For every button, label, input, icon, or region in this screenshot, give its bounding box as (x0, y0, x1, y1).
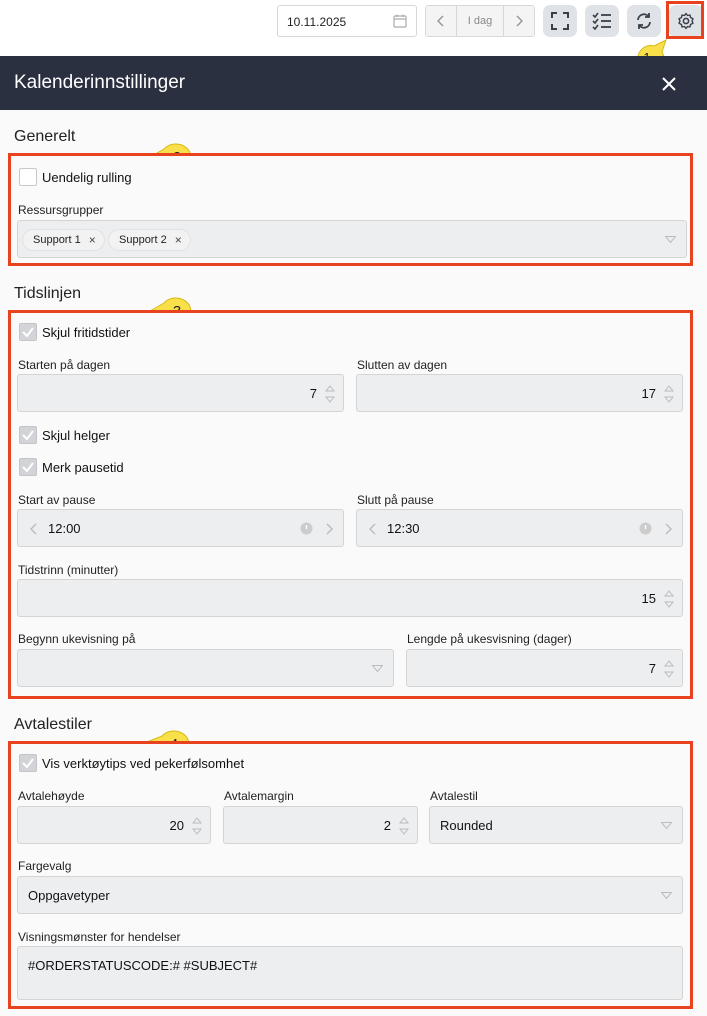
chevron-down-icon[interactable] (372, 665, 383, 672)
appointment-height-value: 20 (169, 818, 184, 833)
checklist-button[interactable] (585, 5, 619, 37)
highlight-settings (666, 1, 704, 39)
chevron-right-icon[interactable] (665, 523, 672, 535)
spinner-icon[interactable] (399, 815, 409, 837)
panel-title: Kalenderinnstillinger (14, 72, 186, 93)
chevron-down-icon[interactable] (665, 236, 676, 243)
appointment-margin-input[interactable] (223, 806, 418, 844)
fullscreen-icon (551, 12, 569, 30)
chip-label: Support 2 (119, 234, 167, 246)
break-end-timepicker[interactable] (356, 509, 683, 547)
infinite-scroll-checkbox[interactable] (19, 168, 37, 186)
week-length-input[interactable] (406, 649, 683, 687)
timestep-value: 15 (641, 591, 656, 606)
break-start-value: 12:00 (48, 521, 81, 536)
date-navigation (425, 5, 535, 37)
appointments-section-box (8, 741, 693, 1009)
appointment-margin-value: 2 (383, 818, 391, 833)
spinner-icon[interactable] (192, 815, 202, 837)
timestep-label: Tidstrinn (minutter) (18, 563, 119, 577)
section-title-timeline: Tidslinjen (14, 285, 81, 302)
week-start-dropdown[interactable] (17, 649, 394, 687)
resource-groups-label: Ressursgrupper (18, 203, 104, 217)
week-length-label: Lengde på ukesvisning (dager) (407, 632, 572, 646)
hide-weekends-label: Skjul helger (42, 428, 110, 443)
break-start-timepicker[interactable] (17, 509, 344, 547)
clock-icon[interactable] (300, 522, 313, 535)
hide-weekends-checkbox[interactable] (19, 426, 37, 444)
appointment-height-input[interactable] (17, 806, 211, 844)
appointment-height-label: Avtalehøyde (18, 789, 85, 803)
refresh-icon (635, 12, 653, 30)
day-start-label: Starten på dagen (18, 358, 111, 372)
chip-remove-icon[interactable]: × (88, 233, 96, 247)
break-end-value: 12:30 (387, 521, 420, 536)
tooltip-label: Vis verktøytips ved pekerfølsomhet (42, 756, 245, 771)
day-end-input[interactable] (356, 374, 683, 412)
resource-group-chip (108, 229, 191, 251)
check-icon (20, 427, 36, 443)
appointment-style-dropdown[interactable] (429, 806, 683, 844)
chevron-right-icon (515, 15, 523, 27)
spinner-icon[interactable] (664, 383, 674, 405)
week-start-label: Begynn ukevisning på (18, 632, 136, 646)
timeline-section-box (8, 310, 693, 699)
infinite-scroll-label: Uendelig rulling (42, 170, 132, 185)
today-button[interactable]: I dag (456, 6, 504, 36)
chevron-left-icon (437, 15, 445, 27)
break-end-label: Slutt på pause (357, 493, 434, 507)
appointment-style-label: Avtalestil (430, 789, 478, 803)
day-start-value: 7 (309, 386, 317, 401)
section-title-appointments: Avtalestiler (14, 716, 92, 733)
clock-icon[interactable] (639, 522, 652, 535)
hide-offhours-label: Skjul fritidstider (42, 325, 131, 340)
check-icon (20, 755, 36, 771)
calendar-icon[interactable] (393, 14, 407, 28)
top-toolbar (0, 0, 707, 52)
appointment-margin-label: Avtalemargin (224, 789, 294, 803)
day-end-label: Slutten av dagen (357, 358, 448, 372)
color-choice-dropdown[interactable] (17, 876, 683, 914)
mark-break-label: Merk pausetid (42, 460, 124, 475)
resource-groups-multiselect[interactable] (17, 220, 687, 258)
event-pattern-label: Visningsmønster for hendelser (18, 930, 181, 944)
spinner-icon[interactable] (664, 658, 674, 680)
chevron-down-icon[interactable] (661, 892, 672, 899)
timestep-input[interactable] (17, 579, 683, 617)
appointment-style-value: Rounded (440, 818, 493, 833)
color-choice-label: Fargevalg (18, 859, 72, 873)
chevron-left-icon[interactable] (369, 523, 376, 535)
chip-remove-icon[interactable]: × (174, 233, 182, 247)
section-title-general: Generelt (14, 128, 76, 145)
day-end-value: 17 (641, 386, 656, 401)
chevron-left-icon[interactable] (30, 523, 37, 535)
color-choice-value: Oppgavetyper (28, 888, 110, 903)
date-picker-input[interactable] (277, 5, 417, 37)
date-value: 10.11.2025 (287, 15, 347, 29)
spinner-icon[interactable] (664, 588, 674, 610)
close-icon[interactable] (662, 77, 676, 91)
hide-offhours-checkbox[interactable] (19, 323, 37, 341)
general-section-box (8, 153, 693, 266)
break-start-label: Start av pause (18, 493, 96, 507)
chevron-down-icon[interactable] (661, 822, 672, 829)
check-icon (20, 459, 36, 475)
tooltip-checkbox[interactable] (19, 754, 37, 772)
checklist-icon (592, 12, 612, 30)
day-start-input[interactable] (17, 374, 344, 412)
previous-button[interactable] (426, 6, 456, 36)
fullscreen-button[interactable] (543, 5, 577, 37)
spinner-icon[interactable] (325, 383, 335, 405)
event-pattern-textarea[interactable] (17, 946, 683, 1000)
next-button[interactable] (504, 6, 534, 36)
check-icon (20, 324, 36, 340)
week-length-value: 7 (648, 661, 656, 676)
chevron-right-icon[interactable] (326, 523, 333, 535)
chip-label: Support 1 (33, 234, 81, 246)
resource-group-chip (22, 229, 105, 251)
refresh-button[interactable] (627, 5, 661, 37)
mark-break-checkbox[interactable] (19, 458, 37, 476)
settings-panel-header (0, 56, 707, 110)
event-pattern-value: #ORDERSTATUSCODE:# #SUBJECT# (28, 958, 258, 973)
